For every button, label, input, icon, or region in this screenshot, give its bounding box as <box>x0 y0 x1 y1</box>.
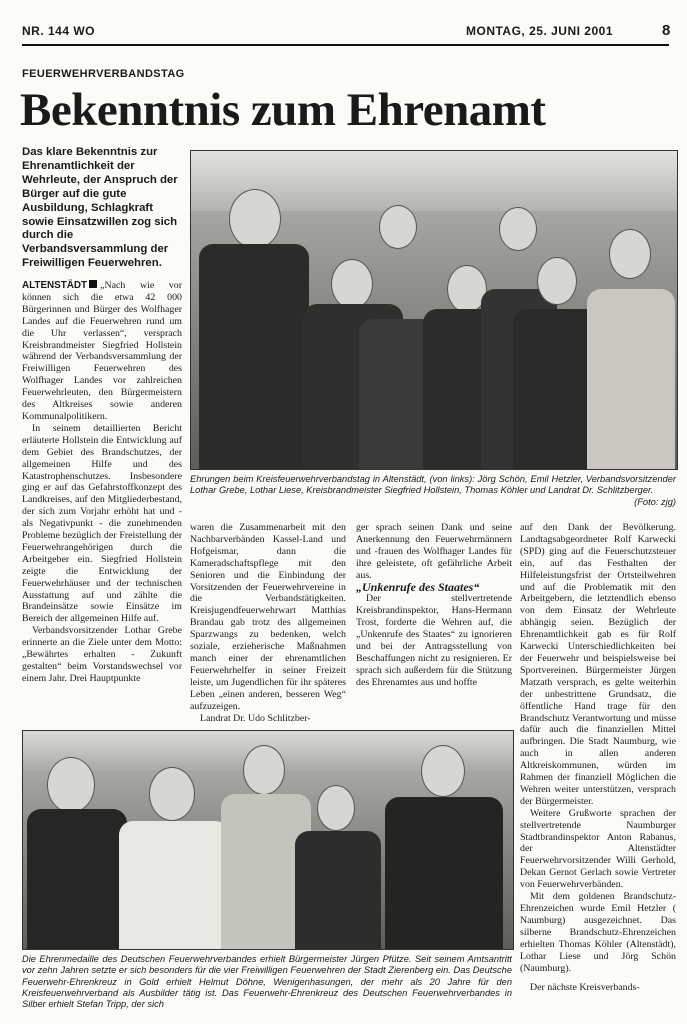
header-rule <box>22 44 669 46</box>
photo-credit: (Foto: zjg) <box>634 496 676 507</box>
text-column-2 <box>190 522 346 724</box>
dateline-square-icon <box>89 280 97 288</box>
text-column-4 <box>520 522 676 994</box>
text-column-1 <box>22 280 182 685</box>
subheading: „Unkenrufe des Staates“ <box>356 579 480 594</box>
person <box>385 739 503 949</box>
person <box>27 749 127 949</box>
photo-award-ceremony <box>190 150 678 470</box>
paragraph: Mit dem goldenen Brandschutz-Ehrenzeichen wurde Emil Hetzler ( Naumburg) ausgezeichnet. Das silberne Brandschutz-Ehrenzeichen erhielten Thomas Köhler (Altenstädt), Lothar Liese und Jörg Schön (Naumburg). <box>520 891 676 974</box>
paragraph: Der stellvertretende Kreisbrandinspektor, Hans-Hermann Trost, forderte die Wehren auf, die „Unkenrufe des Staates“ zu ignorieren und bei der Antragsstellung von Beschaffungen nicht zu resignieren. Er sprach sich außerdem für die Stützung des Ehrenamtes aus und hoffte <box>356 593 512 688</box>
article-lead: Das klare Bekenntnis zur Ehrenamtlichkeit der Wehrleute, der Anspruch der Bürger auf die gute Ausbildung, Schlagkraft sowie Einsatzwillen zog sich durch die Verbandsversammlung der Freiwilligen Feuerwehren. <box>22 146 178 270</box>
paragraph: Verbandsvorsitzender Lothar Grebe erinnerte an die Ziele unter dem Motto: „Bewährtes erhalten - Zukunft gestalten“ beim Vorstandswechsel vor einem Jahr. Drei Hauptpunkte <box>22 625 182 684</box>
dateline: ALTENSTÄDT <box>22 280 88 291</box>
photo1-caption <box>190 474 676 508</box>
paragraph: ger sprach seinen Dank und seine Anerkennung den Feuerwehrmännern und -frauen des Wolfhager Landes für ihre geleistete, oft gefährliche Arbeit aus. <box>356 522 512 581</box>
photo-medal-handover <box>22 730 514 950</box>
caption-text: Ehrungen beim Kreisfeuerwehrverbandstag in Altenstädt, (von links): Jörg Schön, Emil Hetzler, Verbandsvorsitzender Lothar Grebe, Lothar Liese, Kreisbrandmeister Siegfried Hollstein, Thomas Köhler und Landrat Dr. Schlitzberger. <box>190 474 676 496</box>
page-number: 8 <box>662 22 671 39</box>
paragraph: In seinem detaillierten Bericht erläuterte Hollstein die Entwicklung auf dem Gebiet des Brandschutzes, der allgemeinen Hilfe und des Katastrophenschutzes. Insbesondere ging er auf das Gefahrstoffkonzept des Landkreises, auf den Mitgliederbestand, der sich zum Vorjahr erhöht hat und - als Negativpunkt - die zunehmenden Probleme bezüglich der Freistellung der Feuerwehrangehörigen durch die Arbeitgeber ein. Siegfried Hollstein zeigte die Entwicklung der Feuerwehrhäuser und der technischen Ausstattung auf und zählte die Brandeinsätze sowie Einsätze im Bereich der allgemeinen Hilfe auf. <box>22 422 182 625</box>
text-column-3 <box>356 522 512 689</box>
person <box>587 189 675 469</box>
paragraph: Landrat Dr. Udo Schlitzber- <box>200 712 311 724</box>
paragraph: waren die Zusammenarbeit mit den Nachbarverbänden Kassel-Land und Hofgeismar, dann die Kameradschaftspflege mit den Senioren und die Einbindung der Vorsitzenden der Feuerwehrvereine in die Verbandstätigkeiten. Kreisjugendfeuerwehrwart Matthias Brandau gab trotz des allgemeinen Sparzwangs zu bedenken, welch soziale, erzieherische Maßnahmen manch einer der ehrenamtlichen Feuerwehrhelfer in seiner Freizeit leiste, um Jugendlichen für ihr späteres Leben „einen anderen, besseren Weg“ aufzuzeigen. <box>190 522 346 712</box>
photo2-caption: Die Ehrenmedaille des Deutschen Feuerwehrverbandes erhielt Bürgermeister Jürgen Pfützе. Seit seinem Amtsantritt vor zehn Jahren setzte er sich besonders für die vier Freiwilligen Feuerwehren der Stadt Zierenberg ein. Das Deutsche Feuerwehr-Ehrenkreuz in Gold erhielt Helmut Döhne, Wenigenhasungen, der mehr als 20 Jahre für den Kreisfeuerwehrverband als Ausbilder tätig ist. Das Feuerwehr-Ehrenkreuz des Deutschen Feuerwehrverbandes in Silber erhielt Stefan Tripp, der sich <box>22 954 512 1010</box>
person <box>199 169 309 469</box>
person <box>119 759 229 949</box>
issue-number: NR. 144 WO <box>22 24 96 38</box>
person <box>295 779 381 949</box>
paragraph <box>22 280 182 423</box>
article-headline: Bekenntnis zum Ehrenamt <box>20 84 546 136</box>
issue-date: MONTAG, 25. JUNI 2001 <box>466 24 613 38</box>
article-kicker: FEUERWEHRVERBANDSTAG <box>22 68 185 80</box>
paragraph: Der nächste Kreisverbands- <box>530 982 640 994</box>
paragraph-text: „Nach wie vor können sich die etwa 42 000 Bürgerinnen und Bürger des Wolfhager Landes auf die Feuerwehren rund um die Uhr verlassen“, versprach Kreisbrandmeister Siegfried Hollstein während der Verbandsversammlung der Freiwilligen Feuerwehren des Wolfhager Landes vor zahlreichen Feuerwehrleuten, den Bürgermeistern des Altkreises sowie anderen Kommunalpolitikern. <box>22 280 182 422</box>
paragraph: auf den Dank der Bevölkerung. Landtagsabgeordneter Rolf Karwecki (SPD) ging auf die Feuerschutzsteuer ein, auf das Festhalten der Hilfeleistungsfrist der Ortsteilwehren und auf die Problematik mit den Arbeitgebern, die letztendlich ebenso von dem Einsatz der Wehrleute abhängig seien. Bezüglich der Ehrenamtlichkeit gab es für Rolf Karwecki Unterschiedlichkeiten bei der Feuerwehr und beispielsweise bei Sportvereinen. Bürgermeister Jürgen Matzath versprach, es gelte weiterhin der unbestrittene Grundsatz, die öffentliche Hand trage für den Brandschutz Verantwortung und müsse dafür auch die finanziellen Mittel aufbringen. Die Stadt Naumburg, wie auch in allen anderen Altkreiskommunen, würden im Rahmen der finanziell Möglichen die Wehren weiter unterstützen, versprach der Bürgermeister. <box>520 522 676 807</box>
paragraph: Weitere Grußworte sprachen der stellvertretende Naumburger Stadtbrandinspektor Anton Rabanus, der Altenstädter Feuerwehrvorsitzender Willi Gerhold, Dekan Gernot Gerlach sowie Vertreter von Feuerwehrverbänden. <box>520 807 676 891</box>
